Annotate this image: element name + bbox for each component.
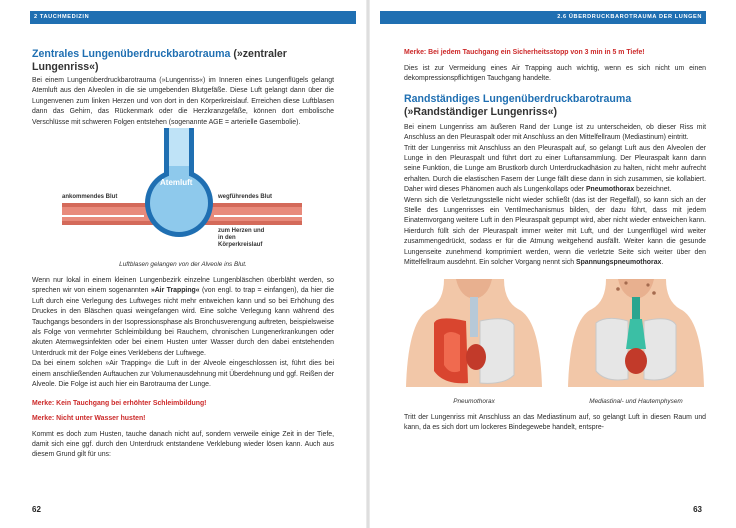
text-run: Tritt der Lungenriss mit Anschluss an den Pleuraspalt auf, so gelangt Luft aus den Alveolen der Lunge in den Pleuraspalt und führt dort zu einer Luftansammlung. Der Pleuraspalt kann dann seine Funktion, die Lunge am Brustkorb durch Unterdruckadhäsion zu halten, nicht mehr aufrecht erhalten. Durch die elastischen Fasern der Lunge fällt diese dann in sich zusammen, sie kollabiert. Daher wird dieses Phänomen auch als Lungenkollaps oder (404, 144, 706, 194)
figure-row (404, 279, 706, 405)
label-to-heart (218, 228, 264, 249)
section-title-central (32, 48, 334, 74)
torso-illustration (566, 279, 706, 387)
running-header-right: 2.6 ÜBERDRUCKBAROTRAUMA DER LUNGEN (380, 11, 706, 24)
emphysema-dot (624, 281, 627, 284)
merke-note: Merke: Kein Tauchgang bei erhöhter Schleimbildung! (32, 399, 207, 407)
figure-caption: Mediastinal- und Hautemphysem (589, 397, 683, 405)
torso-illustration (404, 279, 544, 387)
text-run: Wenn sich die Verletzungsstelle nicht wieder schließt (das ist der Regelfall), so kann sich an der Stelle des Lungenrisses ein Ventilmechanismus bilden, der dazu führt, dass mit jedem Einatemvorgang weitere Luft in den Pleuraspalt gepumpt wird, aber nicht wieder entweichen kann. Hierdurch füllt sich der Pleuraspalt immer weiter mit Luft, und der Lungenflügel wird weiter zusammengedrückt, sodass er für die Atmung weitgehend ausfällt. Weiter kann die gesunde Lungenseite zunehmend komprimiert werden, wenn die verletzte Seite sich weiter über den Mittelfellraum ausdehnt. Ein solcher Vorgang nennt sich (404, 196, 706, 267)
page-right (368, 0, 736, 528)
paragraph: Dies ist zur Vermeidung eines Air Trapping auch wichtig, wenn es sich nicht um einen dekompressionspflichtigen Tauchgang handelte. (404, 65, 706, 83)
label-to-heart-line2: in den (218, 235, 236, 242)
label-to-heart-line1: zum Herzen und (218, 228, 265, 235)
page-number: 63 (693, 505, 702, 514)
term-spannungspneumothorax: Spannungspneumothorax (575, 259, 662, 267)
lung-healthy (480, 318, 514, 383)
alveole-illustration (32, 128, 334, 255)
figure-caption: Pneumothorax (453, 397, 495, 405)
emphysema-dot (646, 283, 649, 286)
running-header-left: 2 TAUCHMEDIZIN (30, 11, 356, 24)
section-title-main: Zentrales Lungenüberdruckbarotrauma (32, 48, 231, 60)
section-title-peripheral (404, 93, 706, 119)
label-incoming-blood: ankommendes Blut (62, 194, 118, 201)
lung-right (644, 318, 676, 379)
term-air-trapping: »Air Trapping« (150, 287, 200, 295)
section-title-rest: (»Randständiger Lungenriss«) (404, 105, 558, 118)
trachea (470, 297, 478, 337)
lung-inner (444, 332, 460, 372)
section-title-main: Randständiges Lungenüberdruckbarotrauma (404, 92, 632, 105)
emphysema-dot (616, 287, 620, 291)
emphysema-dot (652, 291, 656, 295)
section-title-rest: (»zentraler Lungenriss«) (32, 48, 287, 73)
figure-caption: Luftblasen gelangen von der Alveole ins Blut. (119, 261, 247, 269)
label-to-heart-line3: Körperkreislauf (218, 242, 263, 249)
text-run: bezeichnet. (634, 186, 672, 194)
text-run: . (661, 259, 664, 267)
heart (625, 348, 647, 374)
right-column (404, 48, 706, 433)
paragraph-pneumothorax (404, 144, 706, 196)
alveole-diagram (32, 128, 334, 255)
lung-left (596, 318, 628, 380)
paragraph: Bei einem Lungenriss am äußeren Rand der Lunge ist zu unterscheiden, ob dieser Riss mit Anschluss an den Pleuraspalt oder mit Anschluss an den Mittelfellraum (Mediastinum) eintritt. (404, 123, 706, 142)
page-number: 62 (32, 505, 41, 514)
left-column (32, 48, 334, 461)
paragraph: Kommt es doch zum Husten, tauche danach nicht auf, sondern verweile einige Zeit in der Tiefe, damit sich eine ggf. durch den Unterdruck entstandene Verklebung wieder lösen kann. Auch aus diesem Grund gilt für uns: (32, 430, 334, 459)
paragraph: Tritt der Lungenriss mit Anschluss an das Mediastinum auf, so gelangt Luft in diesen Raum und kann, da es sich dort um lockeres Bindegewebe handelt, entspre- (404, 413, 706, 431)
text-run: Wenn nur lokal in einem kleinen Lungenbezirk einzelne Lungenbläschen überbläht werden, so sprechen wir von einem sogenannten (32, 277, 334, 295)
paragraph: Bei einem Lungenüberdruckbarotrauma (»Lungenriss«) im Inneren eines Lungenflügels gelangt Atemluft aus den Alveolen in die sie umgebenden Blutgefäße. Diese Luft gelangt dann über die Lungenvenen zum linken Herzen und von dort in den Körperkreislauf. Erreichen diese Luftblasen dann das Gehirn, das Rückenmark oder die Herzkranzgefäße, können dort embolische Verschlüsse mit schweren Folgen entstehen (sogenannte AGE = arterielle Gasembolie). (32, 77, 334, 126)
term-pneumothorax: Pneumothorax (585, 186, 635, 194)
label-atemluft: Atemluft (160, 178, 193, 188)
merke-note: Merke: Bei jedem Tauchgang ein Sicherheitsstopp von 3 min in 5 m Tiefe! (404, 49, 645, 56)
label-outgoing-blood: wegführendes Blut (218, 194, 273, 201)
figure-emphysema (566, 279, 706, 405)
heart (466, 344, 486, 370)
figure-pneumothorax (404, 279, 544, 405)
merke-note: Merke: Nicht unter Wasser husten! (32, 414, 146, 422)
paragraph-spannung (404, 196, 706, 269)
paragraph: Da bei einem solchen »Air Trapping« die Luft in der Alveole eingeschlossen ist, führt dies bei einem anschließenden Auftauchen zur Volumenausdehnung mit Überdehnung und ggf. Reißen der Alveole. Die Folge ist auch hier ein Barotrauma der Lunge. (32, 360, 334, 389)
text-run: (von engl. to trap = einfangen), da hier die Luft durch eine Verlegung des Luftweges nicht mehr entweichen kann und so bei Erhöhung des Druckes in den Bläschen quasi weingefangen wird. Eine solche Verlegung kann während des Tauchgangs besonders in der Isopressionsphase als Bronchusverengung auftreten, beispielsweise als Folge von vermehrter Schleimbildung bei Rauchern, chronischen Lungenerkrankungen oder akuten Atemwegsinfekten oder bei einem Husten unter Wasser durch den dabei entstehenden Unterdruck mit der Folge eines Verklebens der Luftwege. (32, 287, 334, 357)
paragraph-air-trapping (32, 276, 334, 359)
